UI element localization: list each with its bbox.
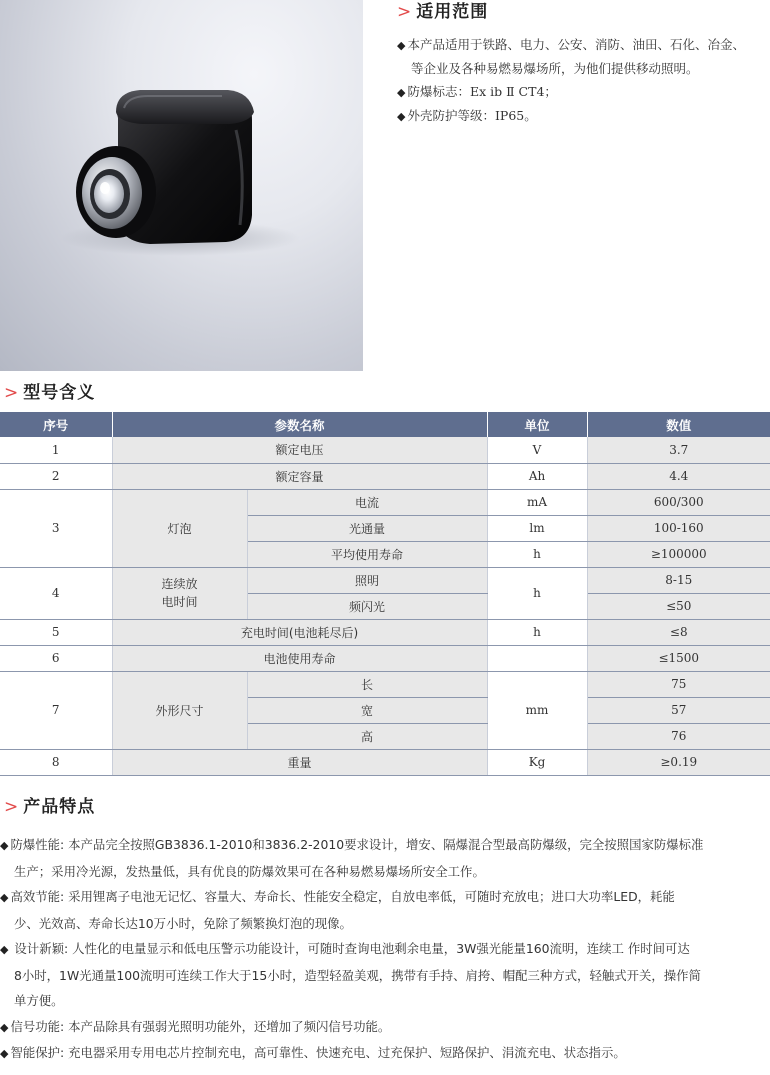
header-name: 参数名称 — [112, 412, 487, 437]
table-row: 频闪光 ≤50 — [0, 593, 770, 619]
list-item: ◆ 防爆标志：Ex ib Ⅱ CT4； — [397, 84, 557, 99]
list-item: ◆ 防爆性能: 本产品完全按照GB3836.1-2010和3836.2-2010要求设计，增安、隔爆混合型最高防爆级，完全按照国家防爆标准 — [0, 837, 704, 852]
diamond-bullet-icon: ◆ — [397, 110, 406, 123]
diamond-bullet-icon: ◆ — [0, 1020, 9, 1034]
arrow-icon: > — [397, 2, 413, 22]
list-item-continuation: 少、光效高、寿命长达10万小时，免除了频繁换灯泡的现像。 — [14, 915, 352, 931]
list-item-continuation: 生产；采用冷光源，发热量低，具有优良的防爆效果可在各种易燃易爆场所安全工作。 — [14, 863, 485, 879]
diamond-bullet-icon: ◆ — [397, 39, 406, 52]
diamond-bullet-icon: ◆ — [0, 839, 9, 852]
features-title — [4, 797, 95, 817]
arrow-icon: > — [4, 383, 20, 403]
table-row: 3 灯泡 电流 mA 600/300 — [0, 489, 770, 515]
header-no: 序号 — [0, 412, 112, 437]
diamond-bullet-icon: ◆ — [0, 1047, 9, 1060]
table-row: 8 重量 Kg ≥0.19 — [0, 749, 770, 775]
table-row: 7 外形尺寸 长 mm 75 — [0, 671, 770, 697]
table-header-row — [0, 412, 770, 437]
header-value: 数值 — [587, 412, 770, 437]
scope-list — [397, 33, 770, 128]
table-row: 光通量 lm 100-160 — [0, 515, 770, 541]
diamond-bullet-icon: ◆ — [0, 891, 9, 904]
arrow-icon: > — [4, 797, 20, 817]
table-row: 2 额定容量 Ah 4.4 — [0, 463, 770, 489]
list-item-continuation: 单方便。 — [14, 993, 64, 1008]
list-item: ◆ 本产品适用于铁路、电力、公安、消防、油田、石化、冶金、 — [397, 37, 745, 52]
table-row: 1 额定电压 V 3.7 — [0, 437, 770, 463]
diamond-bullet-icon: ◆ — [0, 943, 9, 956]
parameter-table — [0, 412, 770, 776]
table-row: 4 连续放 电时间 照明 h 8-15 — [0, 567, 770, 593]
list-item: ◆ 外壳防护等级：IP65。 — [397, 108, 537, 123]
list-item-continuation: 等企业及各种易燃易爆场所，为他们提供移动照明。 — [411, 61, 699, 76]
table-row: 5 充电时间(电池耗尽后) h ≤8 — [0, 619, 770, 645]
continuous-discharge-label: 连续放 电时间 — [112, 567, 247, 619]
table-row: 6 电池使用寿命 ≤1500 — [0, 645, 770, 671]
features-list — [0, 832, 770, 1067]
scope-title — [397, 2, 488, 22]
diamond-bullet-icon: ◆ — [397, 86, 406, 99]
product-photo — [0, 0, 363, 371]
model-title-text: 型号含义 — [23, 383, 96, 403]
headlamp-image — [0, 0, 363, 371]
list-item-continuation: 8小时，1W光通量100流明可连续工作大于15小时，造型轻盈美观，携带有手持、肩挎、帽配三种方式，轻触式开关，操作简 — [14, 967, 701, 983]
table-row: 宽 57 — [0, 697, 770, 723]
list-item: ◆ 信号功能: 本产品除具有强弱光照明功能外，还增加了频闪信号功能。 — [0, 1018, 391, 1034]
table-row: 平均使用寿命 h ≥100000 — [0, 541, 770, 567]
list-item: ◆ 高效节能: 采用锂离子电池无记忆、容量大、寿命长、性能安全稳定，自放电率低，可随时充放电；进口大功率LED，耗能 — [0, 889, 675, 904]
model-title — [4, 383, 95, 403]
header-unit: 单位 — [487, 412, 587, 437]
list-item: ◆ 智能保护: 充电器采用专用电芯片控制充电，高可靠性、快速充电、过充保护、短路保护、涓流充电、状态指示。 — [0, 1045, 626, 1060]
features-title-text: 产品特点 — [23, 797, 96, 817]
list-item: ◆ 设计新颖: 人性化的电量显示和低电压警示功能设计，可随时查询电池剩余电量，3W强光能量160流明，连续工 作时间可达 — [0, 941, 690, 956]
scope-title-text: 适用范围 — [416, 2, 489, 22]
table-row: 高 76 — [0, 723, 770, 749]
